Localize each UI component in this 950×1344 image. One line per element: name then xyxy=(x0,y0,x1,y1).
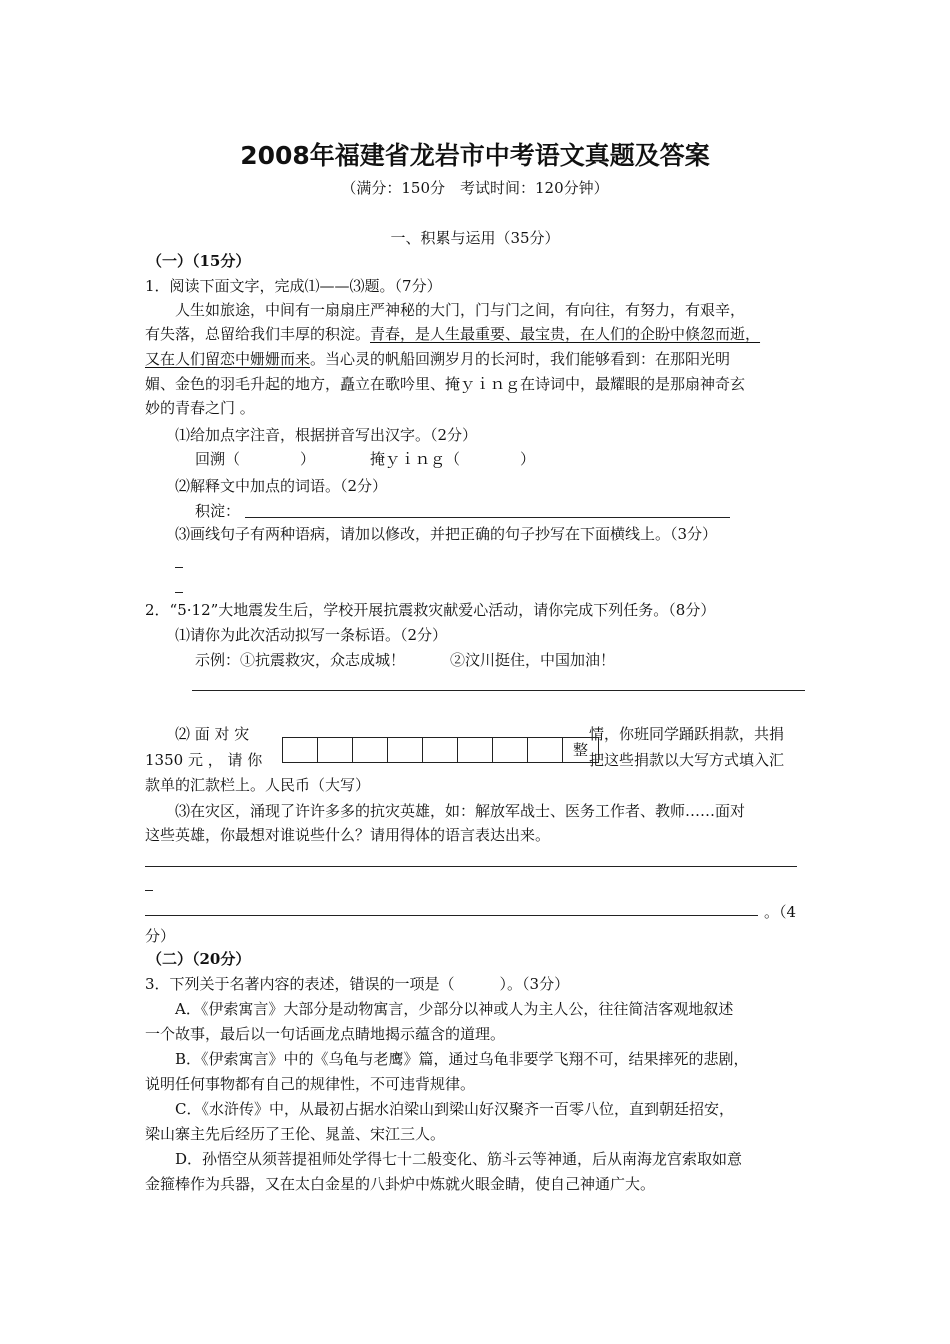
pinyin-item: 回溯（ ） xyxy=(195,450,316,468)
sub-question: ⑶在灾区，涌现了许许多多的抗灾英雄，如：解放军战士、医务工作者、教师……面对 xyxy=(175,802,746,820)
score-note: 。（4 xyxy=(764,903,797,921)
amount-box[interactable] xyxy=(318,738,353,762)
amount-box[interactable] xyxy=(388,738,423,762)
passage-text: 有失落，总留给我们丰厚的积淀。 xyxy=(145,325,371,343)
subtitle: （满分：150分 考试时间：120分钟） xyxy=(341,179,609,197)
page-title: 2008年福建省龙岩市中考语文真题及答案 xyxy=(240,141,710,170)
answer-line[interactable] xyxy=(145,866,797,867)
passage-line: 妙的青春之门 。 xyxy=(145,399,255,417)
sub-question: ⑴请你为此次活动拟写一条标语。（2分） xyxy=(175,626,448,644)
sub-question-text: 情，你班同学踊跃捐款，共捐 xyxy=(589,725,785,743)
sub-question: ⑶画线句子有两种语病，请加以修改，并把正确的句子抄写在下面横线上。（3分） xyxy=(175,525,718,543)
sub-question-text: 款单的汇款栏上。人民币（大写） xyxy=(145,776,371,794)
sub-question: ⑴给加点字注音，根据拼音写出汉字。（2分） xyxy=(175,426,478,444)
amount-boxes[interactable] xyxy=(282,737,599,763)
answer-line[interactable] xyxy=(175,592,183,593)
example-text: 示例：①抗震救灾，众志成城！ ②汶川挺住，中国加油！ xyxy=(195,651,616,669)
pinyin-item: 掩ｙｉｎｇ（ ） xyxy=(370,450,536,468)
passage-line: 媚、金色的羽毛升起的地方，矗立在歌吟里、掩ｙｉｎｇ在诗词中，最耀眼的是那扇神奇玄 xyxy=(145,375,746,393)
amount-box[interactable] xyxy=(423,738,458,762)
passage-text: 。当心灵的帆船回溯岁月的长河时，我们能够看到：在那阳光明 xyxy=(310,350,731,368)
underlined-sentence: 又在人们留恋中姗姗而来 xyxy=(145,350,311,368)
answer-line[interactable] xyxy=(145,915,758,916)
answer-line[interactable] xyxy=(175,567,183,568)
underlined-sentence: 青春，是人生最重要、最宝贵，在人们的企盼中倏忽而逝， xyxy=(370,325,761,343)
passage-line xyxy=(145,324,760,344)
question-3-heading: 3．下列关于名著内容的表述，错误的一项是（ ）。（3分） xyxy=(145,975,570,993)
option-c-cont: 梁山寨主先后经历了王伦、晁盖、宋江三人。 xyxy=(145,1125,446,1143)
part-heading: （一）（15分） xyxy=(147,252,251,270)
answer-line[interactable] xyxy=(192,690,805,691)
amount-box[interactable] xyxy=(528,738,563,762)
option-c: C．《水浒传》中，从最初占据水泊梁山到梁山好汉聚齐一百零八位，直到朝廷招安， xyxy=(175,1100,734,1118)
option-d-cont: 金箍棒作为兵器，又在太白金星的八卦炉中炼就火眼金睛，使自己神通广大。 xyxy=(145,1175,656,1193)
passage-line: 人生如旅途，中间有一扇扇庄严神秘的大门，门与门之间，有向往，有努力，有艰辛， xyxy=(175,301,746,319)
question-1-heading: 1．阅读下面文字，完成⑴——⑶题。（7分） xyxy=(145,277,442,295)
option-b-cont: 说明任何事物都有自己的规律性，不可违背规律。 xyxy=(145,1075,476,1093)
part-heading: （二）（20分） xyxy=(147,950,251,968)
amount-box[interactable] xyxy=(283,738,318,762)
amount-box-suffix: 整 xyxy=(572,741,588,759)
option-a-cont: 一个故事，最后以一句话画龙点睛地揭示蕴含的道理。 xyxy=(145,1025,506,1043)
sub-question-text: 1350 元 ， 请 你 xyxy=(145,751,263,769)
sub-question: ⑵ 面 对 灾 xyxy=(175,725,250,743)
option-d: D．孙悟空从须菩提祖师处学得七十二般变化、筋斗云等神通，后从南海龙宫索取如意 xyxy=(175,1150,743,1168)
score-note: 分） xyxy=(145,927,176,945)
amount-box[interactable] xyxy=(458,738,493,762)
option-a: A．《伊索寓言》大部分是动物寓言，少部分以神或人为主人公，往往简洁客观地叙述 xyxy=(175,1000,734,1018)
amount-box[interactable] xyxy=(353,738,388,762)
amount-box[interactable] xyxy=(493,738,528,762)
passage-line xyxy=(145,349,730,369)
answer-line[interactable] xyxy=(245,517,730,518)
answer-line[interactable] xyxy=(145,890,153,891)
sub-question-text: 把这些捐款以大写方式填入汇 xyxy=(589,751,785,769)
question-2-heading: 2．“5·12”大地震发生后，学校开展抗震救灾献爱心活动，请你完成下列任务。（8分） xyxy=(145,601,716,619)
answer-label: 积淀： xyxy=(195,502,241,520)
sub-question: ⑵解释文中加点的词语。（2分） xyxy=(175,477,388,495)
sub-question-text: 这些英雄，你最想对谁说些什么？请用得体的语言表达出来。 xyxy=(145,826,551,844)
option-b: B．《伊索寓言》中的《乌龟与老鹰》篇，通过乌龟非要学飞翔不可，结果摔死的悲剧， xyxy=(175,1050,749,1068)
section-heading: 一、积累与运用（35分） xyxy=(390,229,560,247)
